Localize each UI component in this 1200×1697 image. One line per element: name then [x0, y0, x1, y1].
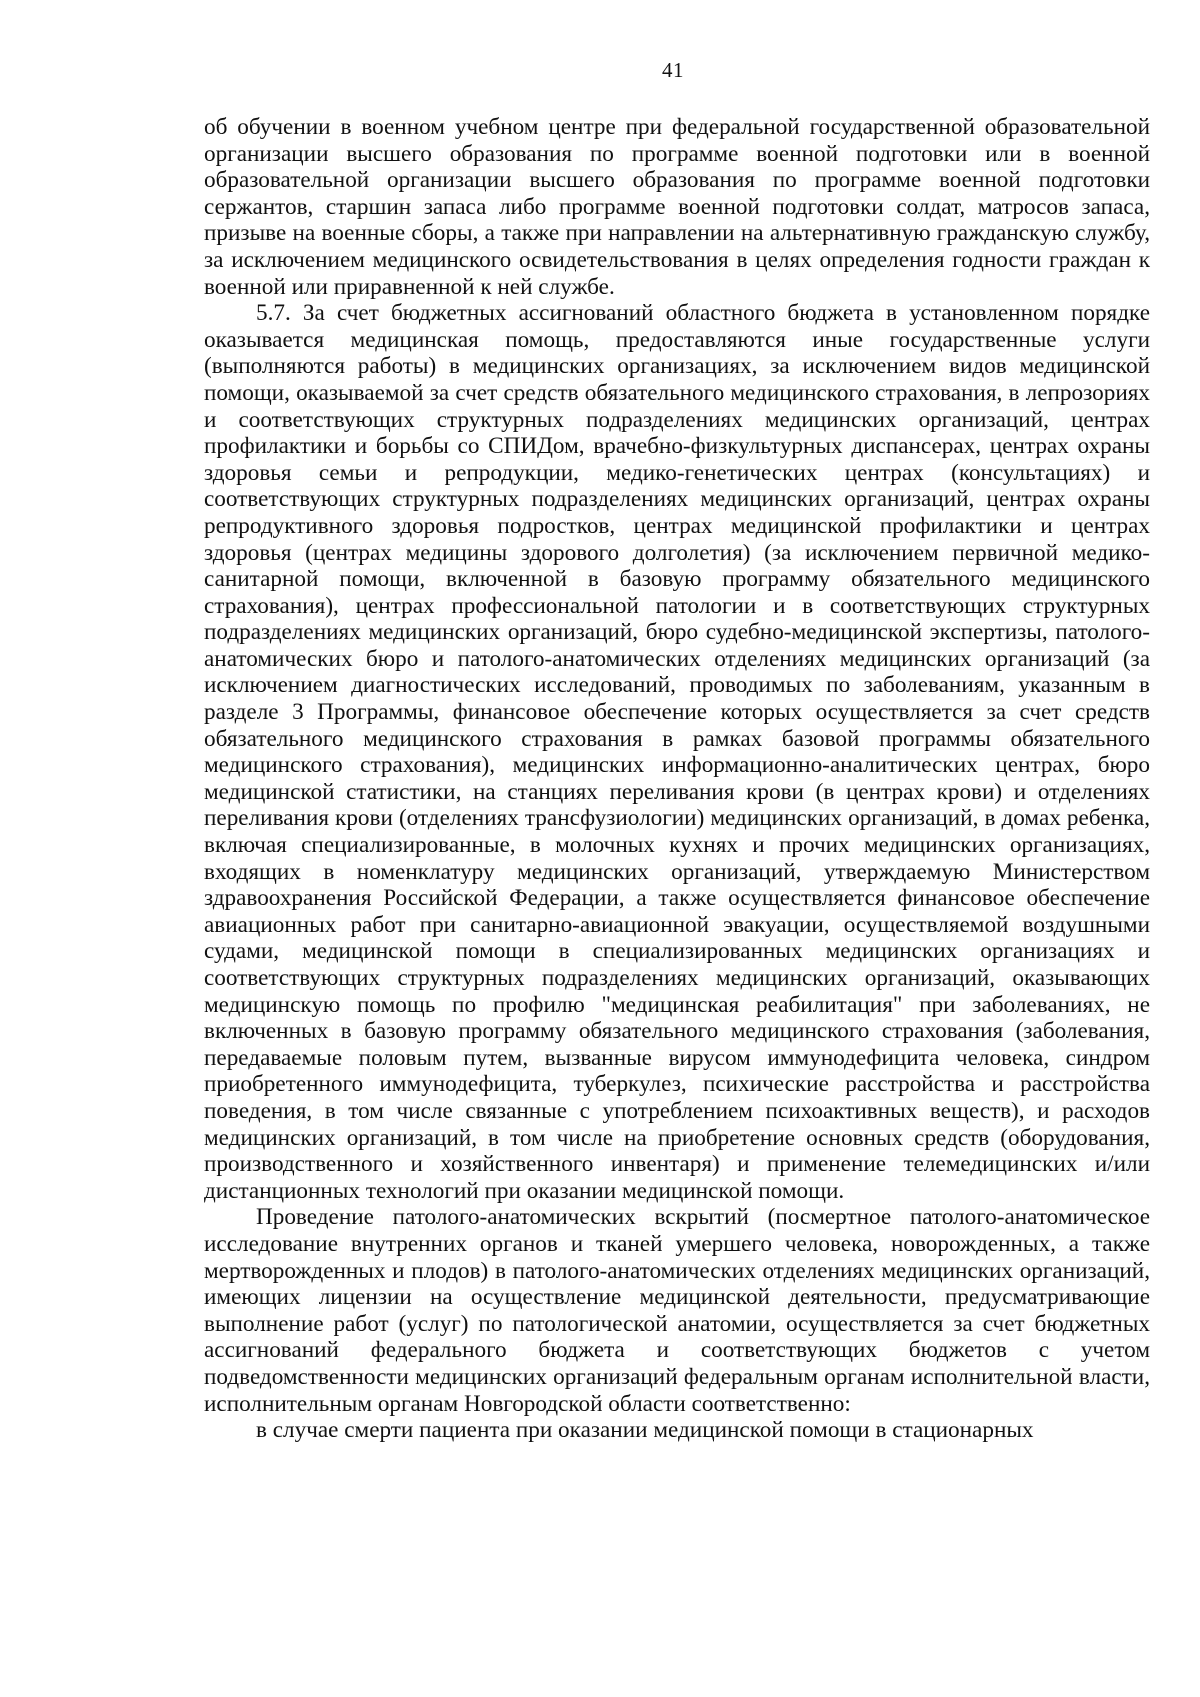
- document-body: [204, 114, 1150, 1444]
- paragraph-autopsy: Проведение патолого-анатомических вскрытий (посмертное патолого-анатомическое исследование внутренних органов и тканей умершего человека, новорожденных, а также мертворожденных и плодов) в патолого-анатомических отделениях медицинских организаций, имеющих лицензии на осуществление медицинской деятельности, предусматривающие выполнение работ (услуг) по патологической анатомии, осуществляется за счет бюджетных ассигнований федерального бюджета и соответствующих бюджетов с учетом подведомственности медицинских организаций федеральным органам исполнительной власти, исполнительным органам Новгородской области соответственно:: [204, 1204, 1150, 1417]
- paragraph-section-5-7: 5.7. За счет бюджетных ассигнований областного бюджета в установленном порядке оказывается медицинская помощь, предоставляются иные государственные услуги (выполняются работы) в медицинских организациях, за исключением видов медицинской помощи, оказываемой за счет средств обязательного медицинского страхования, в лепрозориях и соответствующих структурных подразделениях медицинских организаций, центрах профилактики и борьбы со СПИДом, врачебно-физкультурных диспансерах, центрах охраны здоровья семьи и репродукции, медико-генетических центрах (консультациях) и соответствующих структурных подразделениях медицинских организаций, центрах охраны репродуктивного здоровья подростков, центрах медицинской профилактики и центрах здоровья (центрах медицины здорового долголетия) (за исключением первичной медико-санитарной помощи, включенной в базовую программу обязательного медицинского страхования), центрах профессиональной патологии и в соответствующих структурных подразделениях медицинских организаций, бюро судебно-медицинской экспертизы, патолого-анатомических бюро и патолого-анатомических отделениях медицинских организаций (за исключением диагностических исследований, проводимых по заболеваниям, указанным в разделе 3 Программы, финансовое обеспечение которых осуществляется за счет средств обязательного медицинского страхования в рамках базовой программы обязательного медицинского страхования), медицинских информационно-аналитических центрах, бюро медицинской статистики, на станциях переливания крови (в центрах крови) и отделениях переливания крови (отделениях трансфузиологии) медицинских организаций, в домах ребенка, включая специализированные, в молочных кухнях и прочих медицинских организациях, входящих в номенклатуру медицинских организаций, утверждаемую Министерством здравоохранения Российской Федерации, а также осуществляется финансовое обеспечение авиационных работ при санитарно-авиационной эвакуации, осуществляемой воздушными судами, медицинской помощи в специализированных медицинских организациях и соответствующих структурных подразделениях медицинских организаций, оказывающих медицинскую помощь по профилю "медицинская реабилитация" при заболеваниях, не включенных в базовую программу обязательного медицинского страхования (заболевания, передаваемые половым путем, вызванные вирусом иммунодефицита человека, синдром приобретенного иммунодефицита, туберкулез, психические расстройства и расстройства поведения, в том числе связанные с употреблением психоактивных веществ), и расходов медицинских организаций, в том числе на приобретение основных средств (оборудования, производственного и хозяйственного инвентаря) и применение телемедицинских и/или дистанционных технологий при оказании медицинской помощи.: [204, 300, 1150, 1204]
- paragraph-continuation: об обучении в военном учебном центре при федеральной государственной образовательной организации высшего образования по программе военной подготовки или в военной образовательной организации высшего образования по программе военной подготовки сержантов, старшин запаса либо программе военной подготовки солдат, матросов запаса, призыве на военные сборы, а также при направлении на альтернативную гражданскую службу, за исключением медицинского освидетельствования в целях определения годности граждан к военной или приравненной к ней службе.: [204, 114, 1150, 300]
- paragraph-death-case: в случае смерти пациента при оказании медицинской помощи в стационарных: [256, 1417, 1034, 1444]
- page-number: 41: [662, 58, 684, 82]
